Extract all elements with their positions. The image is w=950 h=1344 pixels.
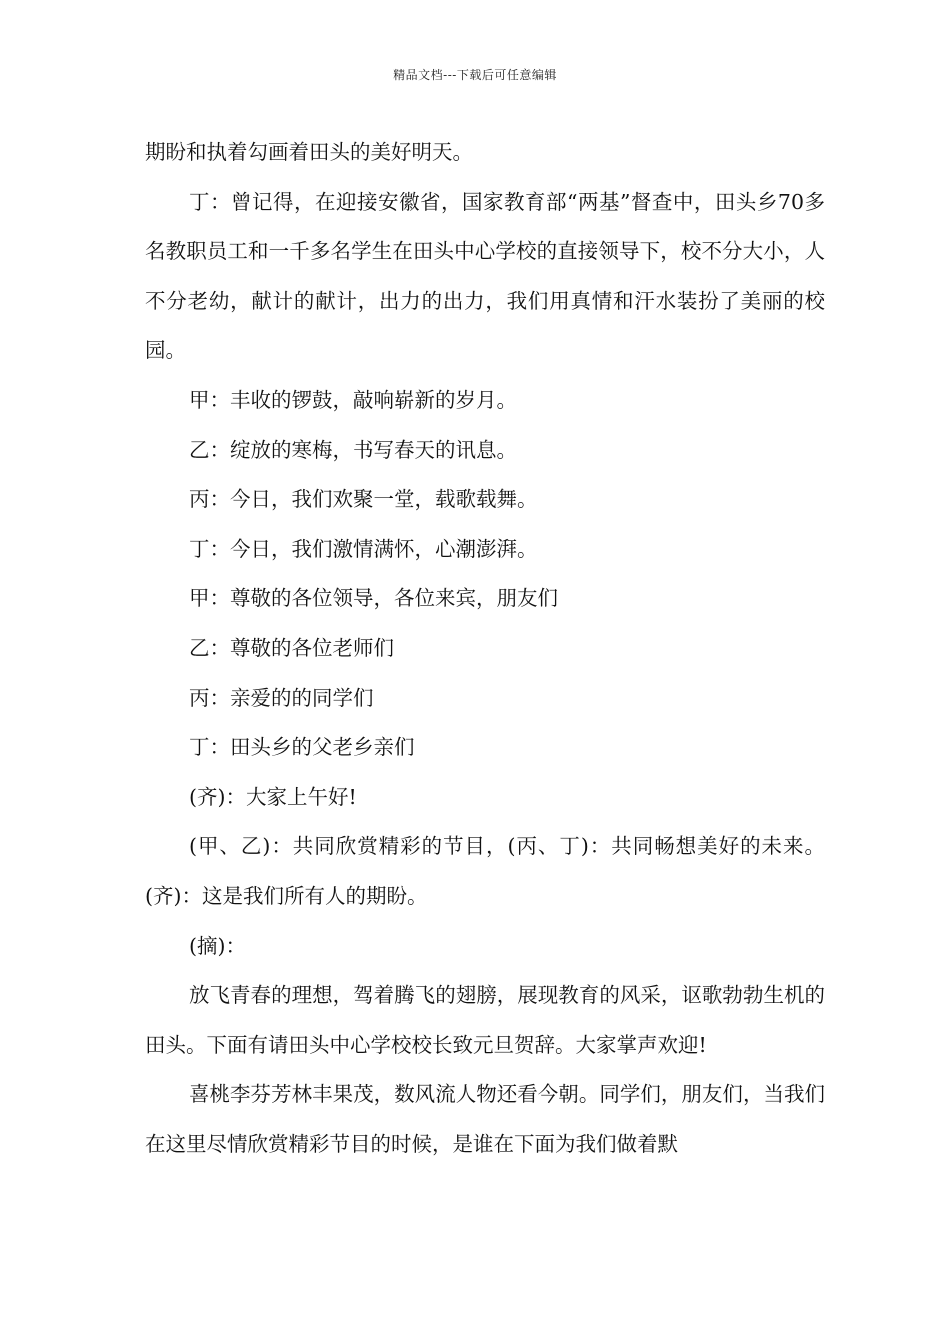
paragraph: 喜桃李芬芳林丰果茂，数风流人物还看今朝。同学们，朋友们，当我们在这里尽情欣赏精彩节目的时候，是谁在下面为我们做着默 (145, 1082, 825, 1156)
paragraph: 甲：丰收的锣鼓，敲响崭新的岁月。 (189, 387, 517, 412)
paragraph: (甲、乙)：共同欣赏精彩的节目，(丙、丁)：共同畅想美好的未来。(齐)：这是我们所有人的期盼。 (145, 834, 825, 908)
paragraph: (摘)： (189, 933, 246, 958)
paragraph: 乙：绽放的寒梅，书写春天的讯息。 (189, 437, 517, 462)
paragraph: 期盼和执着勾画着田头的美好明天。 (145, 140, 473, 164)
paragraph: 放飞青春的理想，驾着腾飞的翅膀，展现教育的风采，讴歌勃勃生机的田头。下面有请田头中心学校校长致元旦贺辞。大家掌声欢迎! (145, 983, 825, 1057)
paragraph: 乙：尊敬的各位老师们 (189, 635, 394, 660)
document-body (145, 128, 825, 1169)
paragraph: 丁：曾记得，在迎接安徽省，国家教育部“两基”督查中，田头乡70多名教职员工和一千多名学生在田头中心学校的直接领导下，校不分大小，人不分老幼，献计的献计，出力的出力，我们用真情和汗水装扮了美丽的校园。 (145, 189, 825, 363)
paragraph: 丁：田头乡的父老乡亲们 (189, 735, 415, 760)
page-header: 精品文档---下载后可任意编辑 (393, 68, 557, 82)
paragraph: 丁：今日，我们激情满怀，心潮澎湃。 (189, 536, 538, 561)
paragraph: 甲：尊敬的各位领导，各位来宾，朋友们 (189, 586, 558, 611)
paragraph: 丙：今日，我们欢聚一堂，载歌载舞。 (189, 487, 538, 512)
paragraph: 丙：亲爱的的同学们 (189, 685, 374, 710)
paragraph: (齐)：大家上午好! (189, 784, 357, 809)
